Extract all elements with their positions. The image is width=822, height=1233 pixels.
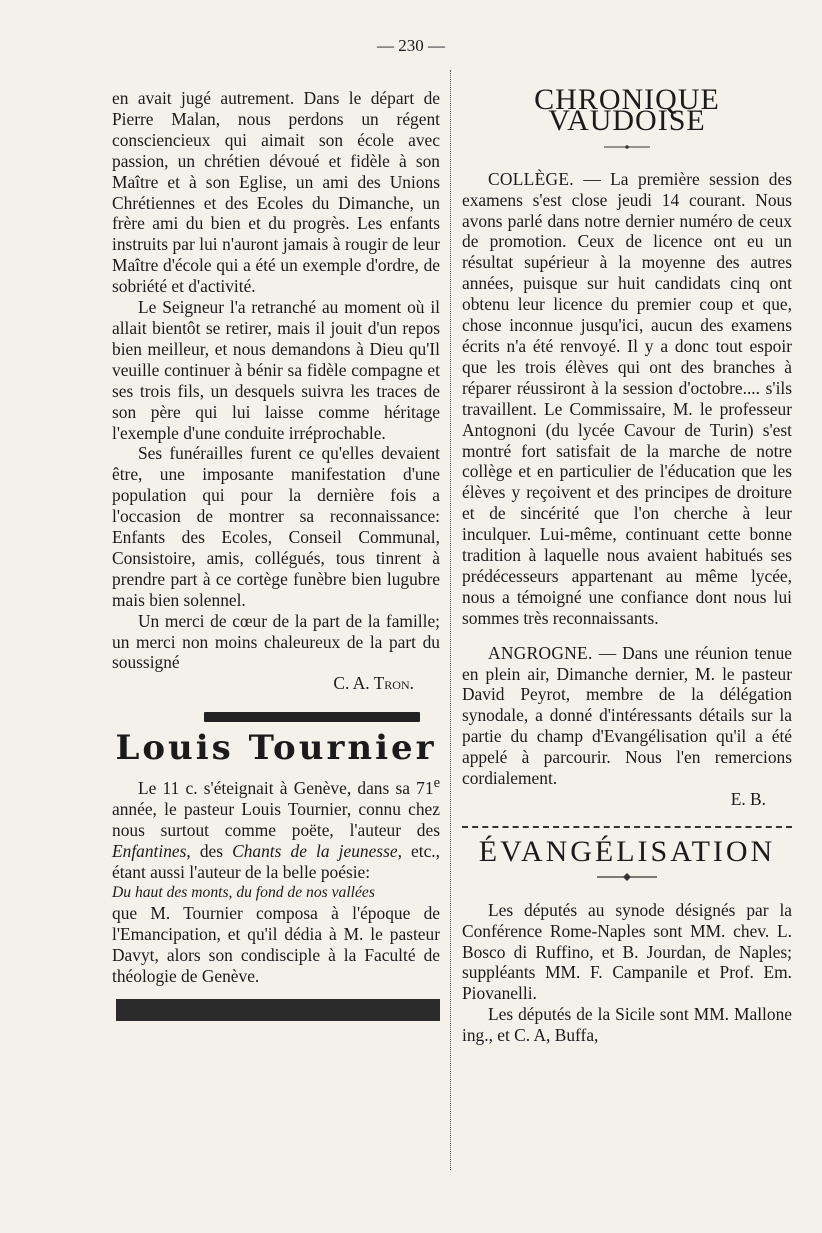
signature: E. B. <box>730 789 766 809</box>
paragraph: Le Seigneur l'a retranché au moment où il allait bientôt se retirer, mais il jouit d'un repos bien meilleur, et nous demandons à Dieu qu'Il veuille continuer à bénir sa fidèle compagne et ses trois fils, un desquels suivra les traces de son père qui lui laisse comme héritage l'exemple d'une conduite irréprochable. <box>112 297 440 443</box>
text: — La première session des examens s'est close jeudi 14 courant. Nous avons parlé dans notre dernier numéro de ceux de promotion. Ceux de licence ont eu un résultat supérieur à la moyenne des autres années, puisque sur huit candidats cinq ont obtenu leur licence du premier coup et que, chose inconnue jusqu'ici, aucun des examens écrits n'a été renvoyé. Il y a donc tout espoir que les trois élèves qui ont des branches à réparer réussiront à la session d'octobre.... s'ils travaillent. Le Commissaire, M. le professeur Antognoni (du lycée Cavour de Turin) s'est montré fort satisfait de la marche de notre collège et en particulier de l'éducation que les élèves y reçoivent et des principes de droiture et de sincérité que l'on cherche à leur inculquer. Lui-même, continuant cette bonne tradition à laquelle nous avaient habitués ses prédécesseurs appartenant au même lycée, nous a témoigné une confiance dont nous lui sommes très reconnaissants. <box>462 168 792 628</box>
text: , des <box>186 840 233 861</box>
right-column <box>462 83 792 1046</box>
bottom-rule <box>116 999 440 1021</box>
obituary-paragraph: que M. Tournier composa à l'époque de l'Emancipation, et qu'il dédia à M. le pasteur Davyt, alors son condisciple à la Faculté de théologie de Genève. <box>112 903 440 987</box>
section-title: ÉVANGÉLISATION <box>478 834 776 868</box>
obituary-title: Louis Tournier <box>115 728 437 769</box>
flourish-icon <box>597 873 657 881</box>
poem-title: Du haut des monts, du fond de nos vallées <box>112 883 375 901</box>
text: , etc., étant aussi l'auteur de la belle poésie: <box>112 840 440 882</box>
news-item <box>462 643 792 789</box>
paragraph: Un merci de cœur de la part de la famille; un merci non moins chaleureux de la part du soussigné <box>112 610 440 673</box>
flourish-ornament <box>462 136 792 157</box>
page-number: — 230 — <box>377 36 445 55</box>
paragraph: Ses funérailles furent ce qu'elles devaient être, une imposante manifestation d'une population qui pour la dernière fois a l'occasion de montrer sa reconnaissance: Enfants des Ecoles, Conseil Communal, Consistoire, amis, collégués, tous tinrent à prendre part à ce cortège funèbre bien lugubre mais bien solennel. <box>112 443 440 610</box>
column-divider <box>450 70 451 1170</box>
flourish-icon <box>604 144 650 150</box>
paragraph: Les députés de la Sicile sont MM. Mallone ing., et C. A, Buffa, <box>462 1004 792 1046</box>
superscript: e <box>433 775 440 792</box>
left-column <box>112 88 440 1021</box>
work-title: Chants de la jeunesse <box>232 840 398 861</box>
item-label: COLLÈGE. <box>488 168 574 189</box>
divider-rule <box>204 712 420 722</box>
news-item <box>462 169 792 629</box>
text: année, le pasteur Louis Tournier, connu chez nous surtout comme poëte, l'auteur des <box>112 798 440 840</box>
work-title: Enfantines <box>112 840 187 861</box>
text: — Dans une réunion tenue en plein air, Dimanche dernier, M. le pasteur David Peyrot, membre de la délégation synodale, a donné d'intéressants détails sur la partie du champ d'Evangélisation qu'il a été appelé à parcourir. Nous l'en remercions cordialement. <box>462 642 792 789</box>
paragraph: en avait jugé autrement. Dans le départ de Pierre Malan, nous perdons un régent consciencieux qui aimait son école avec passion, un chrétien dévoué et fidèle à son Maître et à son Eglise, un ami des Unions Chrétiennes et des Ecoles du Dimanche, un frère ami du bien et du progrès. Les enfants instruits par lui n'auront jamais à rougir de leur Maître d'école qui a été un exemple d'ordre, de sobriété et d'activité. <box>112 88 440 297</box>
divider-rule <box>462 826 792 828</box>
obituary-paragraph <box>112 773 440 882</box>
paragraph: Les députés au synode désignés par la Conférence Rome-Naples sont MM. chev. L. Bosco di Ruffino, et B. Jourdan, de Naples; suppléants MM. F. Campanile et Prof. Em. Piovanelli. <box>462 899 792 1004</box>
item-label: ANGROGNE. <box>488 642 593 663</box>
flourish-ornament <box>462 867 792 888</box>
signature: C. A. Tron. <box>333 673 414 694</box>
section-title: CHRONIQUE VAUDOISE <box>534 83 720 137</box>
text: Le 11 c. s'éteignait à Genève, dans sa 71 <box>138 777 434 798</box>
